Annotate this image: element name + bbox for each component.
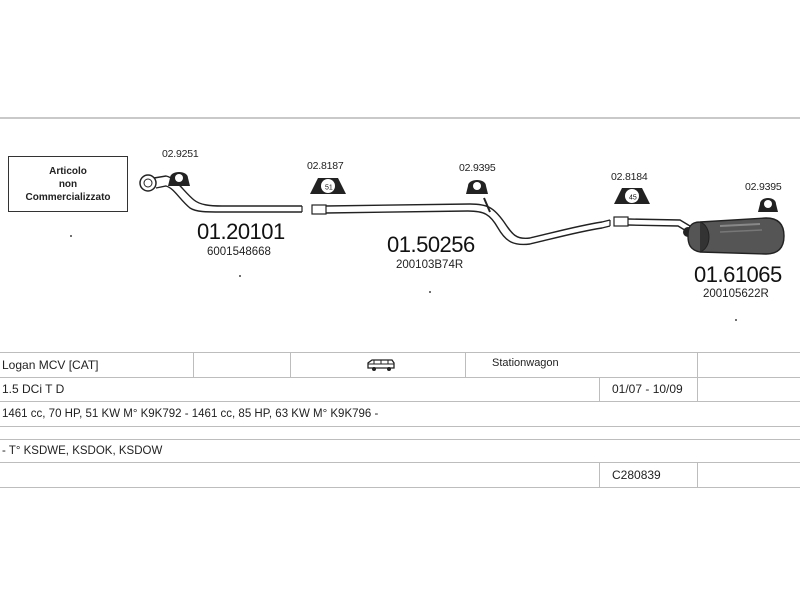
table-row-specs — [0, 402, 800, 427]
vehicle-type-codes: - T° KSDWE, KSDOK, KSDOW — [2, 445, 163, 457]
table-row-model — [0, 352, 800, 378]
notice-line-1: Articolo — [49, 165, 87, 177]
oem-number-middle-pipe: 200103B74R — [396, 259, 464, 271]
part-number-rear-muffler[interactable]: 01.61065 — [694, 262, 782, 287]
oem-number-front-pipe: 6001548668 — [207, 246, 271, 258]
table-row-spacer — [0, 427, 800, 440]
engine-specs: 1461 cc, 70 HP, 51 KW M° K9K792 - 1461 cc, 85 HP, 63 KW M° K9K796 - — [2, 408, 379, 420]
svg-text:51: 51 — [325, 184, 333, 192]
station-wagon-icon — [366, 353, 396, 377]
catalog-code: C280839 — [612, 468, 661, 482]
table-row-catalog — [0, 463, 800, 488]
clamp-02-9395-rear-icon[interactable] — [758, 198, 778, 212]
clamp-code-02-8187: 02.8187 — [307, 160, 344, 172]
table-row-engine — [0, 377, 800, 402]
clamp-code-02-9395-rear: 02.9395 — [745, 181, 782, 193]
production-date-range: 01/07 - 10/09 — [612, 382, 683, 396]
svg-text:45: 45 — [629, 194, 637, 202]
front-pipe-part[interactable] — [140, 175, 302, 212]
engine-type: 1.5 DCi T D — [2, 382, 65, 396]
rear-muffler-part[interactable] — [614, 217, 784, 254]
table-row-types — [0, 440, 800, 463]
notice-line-3: Commercializzato — [25, 191, 111, 203]
clamp-code-02-9251: 02.9251 — [162, 148, 199, 160]
part-number-front-pipe[interactable]: 01.20101 — [197, 219, 285, 244]
clamp-code-02-9395: 02.9395 — [459, 162, 496, 174]
clamp-02-8187-icon[interactable] — [310, 178, 346, 194]
vehicle-model: Logan MCV [CAT] — [2, 358, 99, 372]
clamp-code-02-8184: 02.8184 — [611, 171, 648, 183]
vehicle-body-type: Stationwagon — [492, 357, 559, 369]
clamp-02-9395-icon[interactable] — [466, 180, 488, 194]
clamp-02-9251-icon[interactable] — [168, 172, 190, 186]
oem-number-rear-muffler: 200105622R — [703, 288, 769, 300]
notice-line-2: non — [58, 178, 78, 190]
clamp-02-8184-icon[interactable] — [614, 188, 650, 204]
part-number-middle-pipe[interactable]: 01.50256 — [387, 232, 475, 257]
